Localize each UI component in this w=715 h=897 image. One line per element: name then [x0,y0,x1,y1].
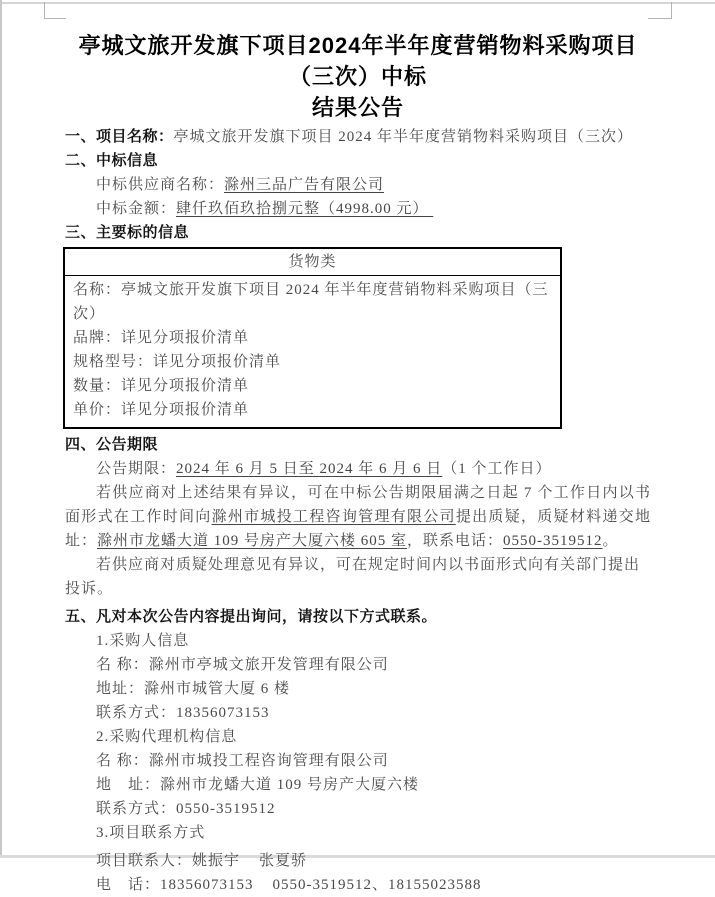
section-1-project-name [65,125,651,149]
objection-address: 滁州市龙蟠大道 109 号房产大厦六楼 605 室 [97,533,408,549]
objection-phone: 0550-3519512 [503,533,603,549]
purchaser-info-title: 1.采购人信息 [96,633,190,649]
objection-text-1: 若供应商对上述结果有异议，可在中标公告期限届满之日起 7 个工作日内以书面形式在工作时间向 [65,485,651,525]
agency-address: 地 址：滁州市龙蟠大道 109 号房产大厦六楼 [96,777,420,793]
period-value: 2024 年 6 月 5 日至 2024 年 6 月 6 日 [176,461,443,477]
purchaser-name: 名 称：滁州市亭城文旅开发管理有限公司 [96,657,389,673]
section-1-heading: 一、项目名称： [65,128,174,145]
complaint-paragraph: 若供应商对质疑处理意见有异议，可在规定时间内以书面形式向有关部门提出投诉。 [65,557,641,597]
table-row: 规格型号：详见分项报价清单 [73,354,282,370]
supplier-label: 中标供应商名称： [96,177,225,193]
project-contact-phones: 电 话：18356073153 0550-3519512、18155023588 [96,877,482,893]
period-suffix: （1 个工作日） [442,461,552,477]
purchaser-contact: 联系方式：18356073153 [96,705,270,721]
table-row: 名称：亭城文旅开发旗下项目 2024 年半年度营销物料采购项目（三次） [73,282,549,322]
title-line-2: 结果公告 [311,95,404,120]
section-3-heading: 三、主要标的信息 [65,224,190,241]
margin-mark-top-left [44,2,66,19]
winning-amount-line [65,197,651,221]
objection-agency-name: 滁州市城投工程咨询管理有限公司 [211,509,456,525]
section-2-heading: 二、中标信息 [65,152,159,169]
document-body [65,22,651,897]
title-line-1: 亭城文旅开发旗下项目2024年半年度营销物料采购项目（三次）中标 [78,33,638,89]
objection-text-2: 提出质疑，质疑材料递交地址： [65,509,651,549]
amount-value: 肆仟玖佰玖拾捌元整（4998.00 元） [176,201,434,217]
section-1-value: 亭城文旅开发旗下项目 2024 年半年度营销物料采购项目（三次） [173,129,634,145]
amount-label: 中标金额： [96,201,177,217]
table-row: 数量：详见分项报价清单 [73,378,250,394]
winning-supplier-line [65,173,651,197]
page-title [65,30,651,123]
section-4-heading: 四、公告期限 [65,436,159,453]
agency-contact: 联系方式：0550-3519512 [96,801,276,817]
supplier-value: 滁州三品广告有限公司 [224,177,385,193]
objection-text-3: ，联系电话： [407,533,504,549]
margin-mark-top-right [648,2,672,19]
page-top-edge [0,2,715,4]
goods-table [63,247,562,429]
period-label: 公告期限： [96,461,177,477]
objection-text-4: 。 [602,533,619,549]
project-contact-persons: 项目联系人：姚振宇 张夏骄 [96,853,308,869]
purchaser-address: 地址：滁州市城管大厦 6 楼 [96,681,291,697]
section-5-heading: 五、凡对本次公告内容提出询问，请按以下方式联系。 [65,608,438,625]
page-left-edge [0,0,2,858]
announcement-period-line [65,457,651,481]
table-row: 单价：详见分项报价清单 [73,402,250,418]
goods-table-body [65,276,560,427]
objection-paragraph [65,481,651,553]
agency-name: 名 称：滁州市城投工程咨询管理有限公司 [96,753,389,769]
project-contact-title: 3.项目联系方式 [96,825,206,841]
goods-table-header: 货物类 [65,249,560,276]
table-row: 品牌：详见分项报价清单 [73,330,250,346]
agency-info-title: 2.采购代理机构信息 [96,729,238,745]
